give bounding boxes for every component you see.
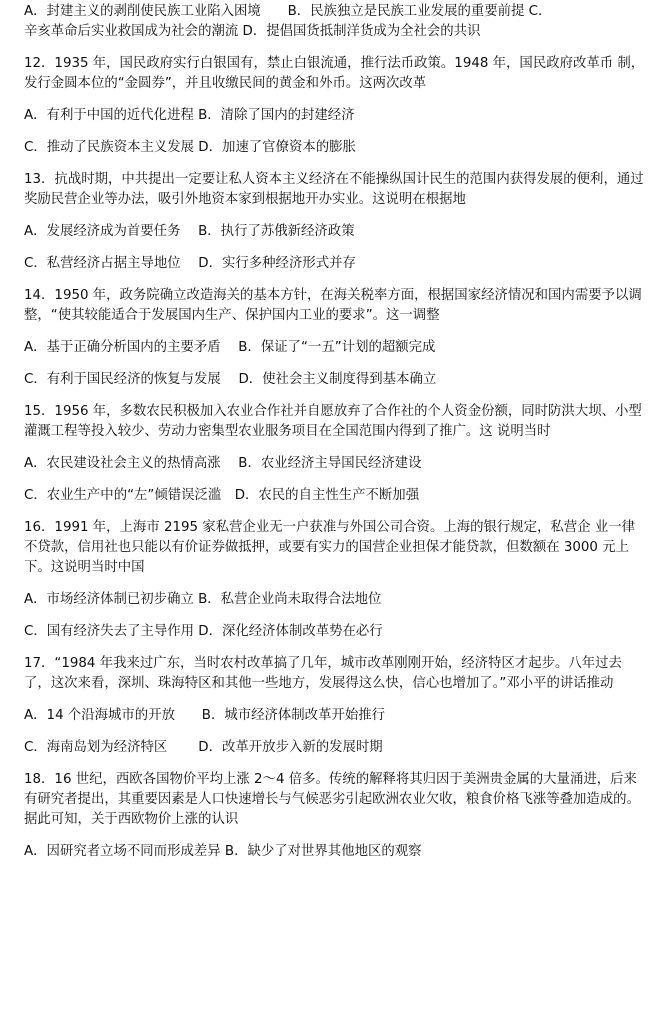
q14-options-ab: A．基于正确分析国内的主要矛盾 B．保证了“一五”计划的超额完成	[24, 340, 436, 355]
question-15	[24, 402, 645, 506]
q14-stem: 14．1950 年，政务院确立改造海关的基本方针，在海关税率方面，根据国家经济情况和国内需要予以调整，“使其较能适合于发展国内生产、保护国内工业的要求”。这一调整	[24, 288, 642, 323]
q11-options-line2: 辛亥革命后实业救国成为社会的潮流 D．提倡国货抵制洋货成为全社会的共识	[24, 24, 481, 39]
q15-options-ab: A．农民建设社会主义的热情高涨 B．农业经济主导国民经济建设	[24, 456, 422, 471]
q12-options-ab: A．有利于中国的近代化进程 B．清除了国内的封建经济	[24, 108, 355, 123]
exam-page	[0, 2, 655, 1036]
question-12	[24, 54, 645, 158]
q16-stem: 16．1991 年，上海市 2195 家私营企业无一户获准与外国公司合资。上海的银行规定，私营企 业一律不贷款，信用社也只能以有价证券做抵押，或要有实力的国营企业担保才能贷款，但数额在 3000 元上下。这说明当时中国	[24, 520, 636, 575]
q16-options-ab: A．市场经济体制已初步确立 B．私营企业尚未取得合法地位	[24, 592, 382, 607]
q17-stem: 17．“1984 年我来过广东，当时农村改革搞了几年，城市改革刚刚开始，经济特区才起步。八年过去了，这次来看，深圳、珠海特区和其他一些地方，发展得这么快，信心也增加了。”邓小平的讲话推动	[24, 656, 622, 691]
q17-options-ab: A．14 个沿海城市的开放 B．城市经济体制改革开始推行	[24, 708, 386, 723]
q13-options-cd: C．私营经济占据主导地位 D．实行多种经济形式并存	[24, 256, 356, 271]
question-14	[24, 286, 645, 390]
q17-options-cd: C．海南岛划为经济特区 D．改革开放步入新的发展时期	[24, 740, 383, 755]
question-17	[24, 654, 645, 758]
q12-stem: 12．1935 年，国民政府实行白银国有，禁止白银流通，推行法币政策。1948 年，国民政府改革币 制，发行金圆本位的“金圆券”，并且收缴民间的黄金和外币。这两次改革	[24, 56, 645, 91]
q14-options-cd: C．有利于国民经济的恢复与发展 D．使社会主义制度得到基本确立	[24, 372, 437, 387]
q18-stem: 18．16 世纪，西欧各国物价平均上涨 2～4 倍多。传统的解释将其归因于美洲贵金属的大量涌进，后来有研究者提出，其重要因素是人口快速增长与气候恶劣引起欧洲农业欠收，粮食价格飞涨等叠加造成的。据此可知，关于西欧物价上涨的认识	[24, 772, 640, 827]
question-16	[24, 518, 645, 642]
q13-options-ab: A．发展经济成为首要任务 B．执行了苏俄新经济政策	[24, 224, 355, 239]
q11-options-line1: A．封建主义的剥削使民族工业陷入困境 B．民族独立是民族工业发展的重要前提 C．	[24, 4, 552, 19]
q13-stem: 13．抗战时期，中共提出一定要让私人资本主义经济在不能操纵国计民生的范围内获得发展的便利，通过奖励民营企业等办法，吸引外地资本家到根据地开办实业。这说明在根据地	[24, 172, 644, 207]
q15-options-cd: C．农业生产中的“左”倾错误泛滥 D．农民的自主性生产不断加强	[24, 488, 420, 503]
q16-options-cd: C．国有经济失去了主导作用 D．深化经济体制改革势在必行	[24, 624, 383, 639]
q12-options-cd: C．推动了民族资本主义发展 D．加速了官僚资本的膨胀	[24, 140, 356, 155]
question-11-tail	[24, 2, 645, 42]
question-13	[24, 170, 645, 274]
q18-options-ab: A．因研究者立场不同而形成差异 B．缺少了对世界其他地区的观察	[24, 844, 422, 859]
question-18	[24, 770, 645, 862]
q15-stem: 15．1956 年，多数农民积极加入农业合作社并自愿放弃了合作社的个人资金份额，同时防洪大坝、小型灌溉工程等投入较少、劳动力密集型农业服务项目在全国范围内得到了推广。这 说明当时	[24, 404, 642, 439]
